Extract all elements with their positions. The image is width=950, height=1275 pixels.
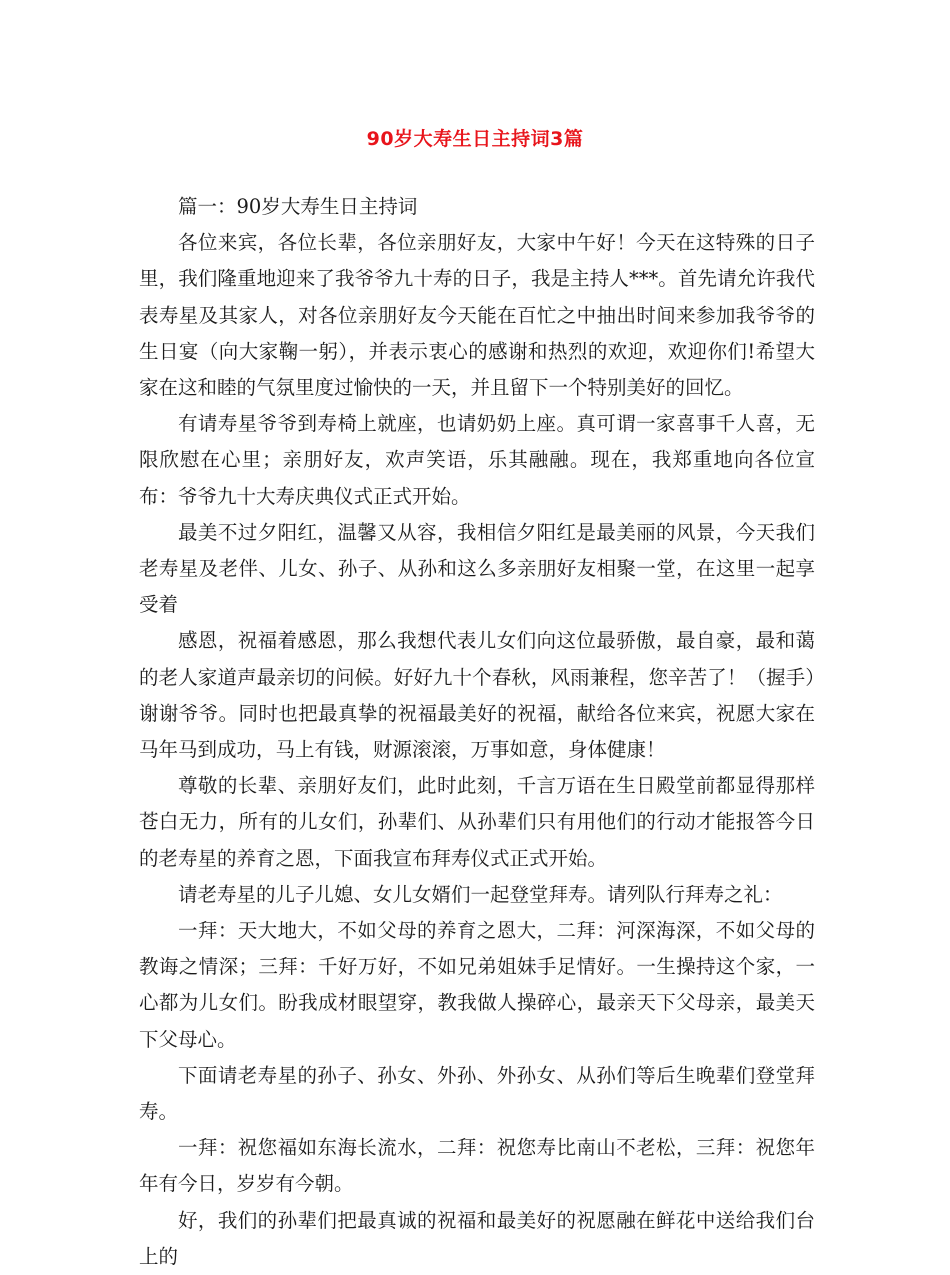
paragraph-section-heading: 篇一：90岁大寿生日主持词 — [178, 195, 418, 218]
paragraph: 各位来宾，各位长辈，各位亲朋好友，大家中午好！今天在这特殊的日子里，我们隆重地迎来了我爷爷九十寿的日子，我是主持人***。首先请允许我代表寿星及其家人，对各位亲朋好友今天能在百忙之中抽出时间来参加我爷爷的生日宴（向大家鞠一躬），并表示衷心的感谢和热烈的欢迎，欢迎你们!希望大家在这和睦的气氛里度过愉快的一天，并且留下一个特别美好的回忆。 — [139, 231, 815, 400]
paragraph: 尊敬的长辈、亲朋好友们，此时此刻，千言万语在生日殿堂前都显得那样苍白无力，所有的儿女们，孙辈们、从孙辈们只有用他们的行动才能报答今日的老寿星的养育之恩，下面我宣布拜寿仪式正式开始。 — [139, 774, 815, 870]
paragraph: 一拜：天大地大，不如父母的养育之恩大，二拜：河深海深，不如父母的教诲之情深；三拜：千好万好，不如兄弟姐妹手足情好。一生操持这个家，一心都为儿女们。盼我成材眼望穿，教我做人操碎心，最亲天下父母亲，最美天下父母心。 — [139, 919, 815, 1051]
paragraph: 一拜：祝您福如东海长流水，二拜：祝您寿比南山不老松，三拜：祝您年年有今日，岁岁有今朝。 — [139, 1136, 815, 1196]
paragraph: 下面请老寿星的孙子、孙女、外孙、外孙女、从孙们等后生晚辈们登堂拜寿。 — [139, 1063, 815, 1124]
paragraph: 请老寿星的儿子儿媳、女儿女婿们一起登堂拜寿。请列队行拜寿之礼： — [178, 882, 783, 906]
document-title: 90岁大寿生日主持词3篇 — [366, 128, 584, 150]
paragraph: 最美不过夕阳红，温馨又从容，我相信夕阳红是最美丽的风景，今天我们老寿星及老伴、儿女、孙子、从孙和这么多亲朋好友相聚一堂，在这里一起享受着 — [139, 520, 815, 617]
paragraph: 好，我们的孙辈们把最真诚的祝福和最美好的祝愿融在鲜花中送给我们台上的 — [139, 1208, 815, 1268]
paragraph: 感恩，祝福着感恩，那么我想代表儿女们向这位最骄傲，最自豪，最和蔼的老人家道声最亲切的问候。好好九十个春秋，风雨兼程，您辛苦了！（握手）谢谢爷爷。同时也把最真挚的祝福最美好的祝福，献给各位来宾，祝愿大家在马年马到成功，马上有钱，财源滚滚，万事如意，身体健康！ — [139, 629, 815, 762]
paragraph: 有请寿星爷爷到寿椅上就座，也请奶奶上座。真可谓一家喜事千人喜，无限欣慰在心里；亲朋好友，欢声笑语，乐其融融。现在，我郑重地向各位宣布：爷爷九十大寿庆典仪式正式开始。 — [139, 412, 815, 508]
document-body — [139, 189, 815, 1275]
